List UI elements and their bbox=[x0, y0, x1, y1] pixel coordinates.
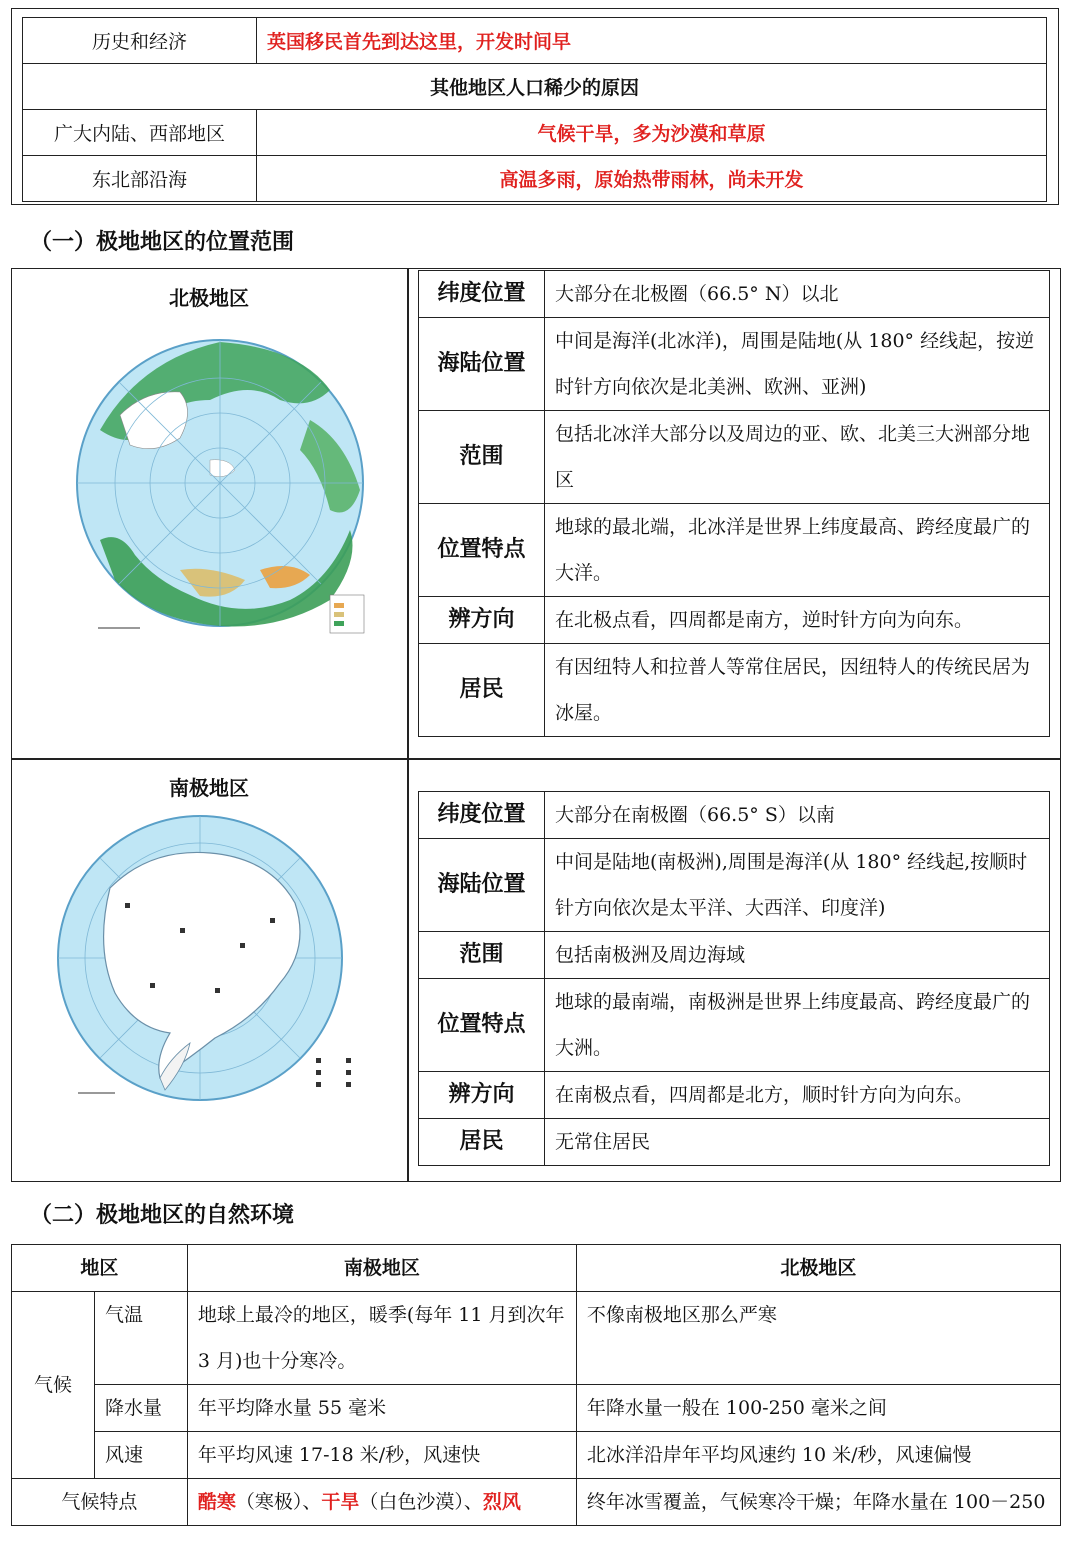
antarctic-map-image bbox=[40, 808, 380, 1108]
sub-label: 风速 bbox=[95, 1432, 188, 1479]
table-row bbox=[12, 1385, 1061, 1432]
merged-header: 其他地区人口稀少的原因 bbox=[23, 64, 1047, 110]
table-row bbox=[419, 932, 1050, 979]
section-heading: （二）极地地区的自然环境 bbox=[30, 1203, 295, 1228]
row-key: 纬度位置 bbox=[419, 271, 545, 318]
header-arctic: 北极地区 bbox=[576, 1245, 1060, 1292]
row-value: 包括南极洲及周边海域 bbox=[545, 932, 1050, 979]
arctic-map-image bbox=[60, 320, 380, 640]
table-header-row bbox=[12, 1245, 1061, 1292]
arctic-info-table bbox=[418, 270, 1050, 737]
row-key: 海陆位置 bbox=[419, 839, 545, 932]
row-key: 辨方向 bbox=[419, 1072, 545, 1119]
row-value: 中间是陆地(南极洲),周围是海洋(从 180° 经线起,按顺时针方向依次是太平洋、大西洋、印度洋) bbox=[545, 839, 1050, 932]
row-value: 高温多雨，原始热带雨林，尚未开发 bbox=[257, 156, 1047, 202]
row-value: 在南极点看，四周都是北方，顺时针方向为向东。 bbox=[545, 1072, 1050, 1119]
table-row bbox=[419, 792, 1050, 839]
header-region: 地区 bbox=[12, 1245, 188, 1292]
map-title: 北极地区 bbox=[169, 286, 249, 310]
row-value: 地球的最北端，北冰洋是世界上纬度最高、跨经度最广的大洋。 bbox=[545, 504, 1050, 597]
row-value: 大部分在北极圈（66.5° N）以北 bbox=[545, 271, 1050, 318]
row-label: 东北部沿海 bbox=[23, 156, 257, 202]
north-value: 年降水量一般在 100-250 毫米之间 bbox=[576, 1385, 1060, 1432]
table-row bbox=[12, 1432, 1061, 1479]
group-label: 气候 bbox=[12, 1292, 95, 1479]
row-key: 纬度位置 bbox=[419, 792, 545, 839]
table-row bbox=[419, 839, 1050, 932]
south-value: 地球上最冷的地区，暖季(每年 11 月到次年 3 月)也十分寒冷。 bbox=[187, 1292, 576, 1385]
table-row bbox=[23, 18, 1047, 64]
table-row bbox=[23, 64, 1047, 110]
row-key: 范围 bbox=[419, 411, 545, 504]
north-climate-feature: 终年冰雪覆盖，气候寒冷干燥；年降水量在 100－250 bbox=[576, 1479, 1060, 1526]
section-heading: （一）极地地区的位置范围 bbox=[30, 230, 295, 255]
row-value: 无常住居民 bbox=[545, 1119, 1050, 1166]
row-value: 在北极点看，四周都是南方，逆时针方向为向东。 bbox=[545, 597, 1050, 644]
table-row bbox=[12, 1479, 1061, 1526]
environment-table bbox=[11, 1244, 1061, 1526]
north-value: 北冰洋沿岸年平均风速约 10 米/秒，风速偏慢 bbox=[576, 1432, 1060, 1479]
table-row bbox=[419, 271, 1050, 318]
table-row bbox=[419, 411, 1050, 504]
row-key: 辨方向 bbox=[419, 597, 545, 644]
row-value: 包括北冰洋大部分以及周边的亚、欧、北美三大洲部分地区 bbox=[545, 411, 1050, 504]
table-row bbox=[419, 1072, 1050, 1119]
table-row bbox=[419, 1119, 1050, 1166]
row-label: 历史和经济 bbox=[23, 18, 257, 64]
row-value: 英国移民首先到达这里，开发时间早 bbox=[257, 18, 1047, 64]
row-key: 海陆位置 bbox=[419, 318, 545, 411]
row-key: 范围 bbox=[419, 932, 545, 979]
south-value: 年平均风速 17-18 米/秒，风速快 bbox=[187, 1432, 576, 1479]
table-row bbox=[12, 1292, 1061, 1385]
sub-label: 降水量 bbox=[95, 1385, 188, 1432]
feature-note: （白色沙漠）、 bbox=[359, 1491, 483, 1513]
north-value: 不像南极地区那么严寒 bbox=[576, 1292, 1060, 1385]
row-key: 居民 bbox=[419, 1119, 545, 1166]
south-value: 年平均降水量 55 毫米 bbox=[187, 1385, 576, 1432]
row-value: 气候干旱，多为沙漠和草原 bbox=[257, 110, 1047, 156]
row-value: 地球的最南端，南极洲是世界上纬度最高、跨经度最广的大洲。 bbox=[545, 979, 1050, 1072]
sub-label: 气温 bbox=[95, 1292, 188, 1385]
climate-feature-label: 气候特点 bbox=[12, 1479, 188, 1526]
row-key: 居民 bbox=[419, 644, 545, 737]
row-label: 广大内陆、西部地区 bbox=[23, 110, 257, 156]
population-reason-table bbox=[22, 17, 1047, 202]
feature-note: （寒极）、 bbox=[235, 1491, 322, 1513]
table-row bbox=[419, 979, 1050, 1072]
antarctic-info-table bbox=[418, 791, 1050, 1166]
row-key: 位置特点 bbox=[419, 979, 545, 1072]
table-row bbox=[419, 318, 1050, 411]
row-key: 位置特点 bbox=[419, 504, 545, 597]
feature-keyword: 烈风 bbox=[482, 1491, 521, 1513]
table-row bbox=[23, 110, 1047, 156]
feature-keyword: 干旱 bbox=[321, 1491, 360, 1513]
row-value: 中间是海洋(北冰洋)，周围是陆地(从 180° 经线起，按逆时针方向依次是北美洲、欧洲、亚洲) bbox=[545, 318, 1050, 411]
table-row bbox=[419, 644, 1050, 737]
feature-keyword: 酷寒 bbox=[197, 1491, 236, 1513]
map-title: 南极地区 bbox=[169, 776, 249, 800]
table-row bbox=[419, 597, 1050, 644]
header-antarctic: 南极地区 bbox=[187, 1245, 576, 1292]
row-value: 有因纽特人和拉普人等常住居民，因纽特人的传统民居为冰屋。 bbox=[545, 644, 1050, 737]
table-row bbox=[23, 156, 1047, 202]
south-climate-feature bbox=[187, 1479, 576, 1526]
row-value: 大部分在南极圈（66.5° S）以南 bbox=[545, 792, 1050, 839]
table-row bbox=[419, 504, 1050, 597]
